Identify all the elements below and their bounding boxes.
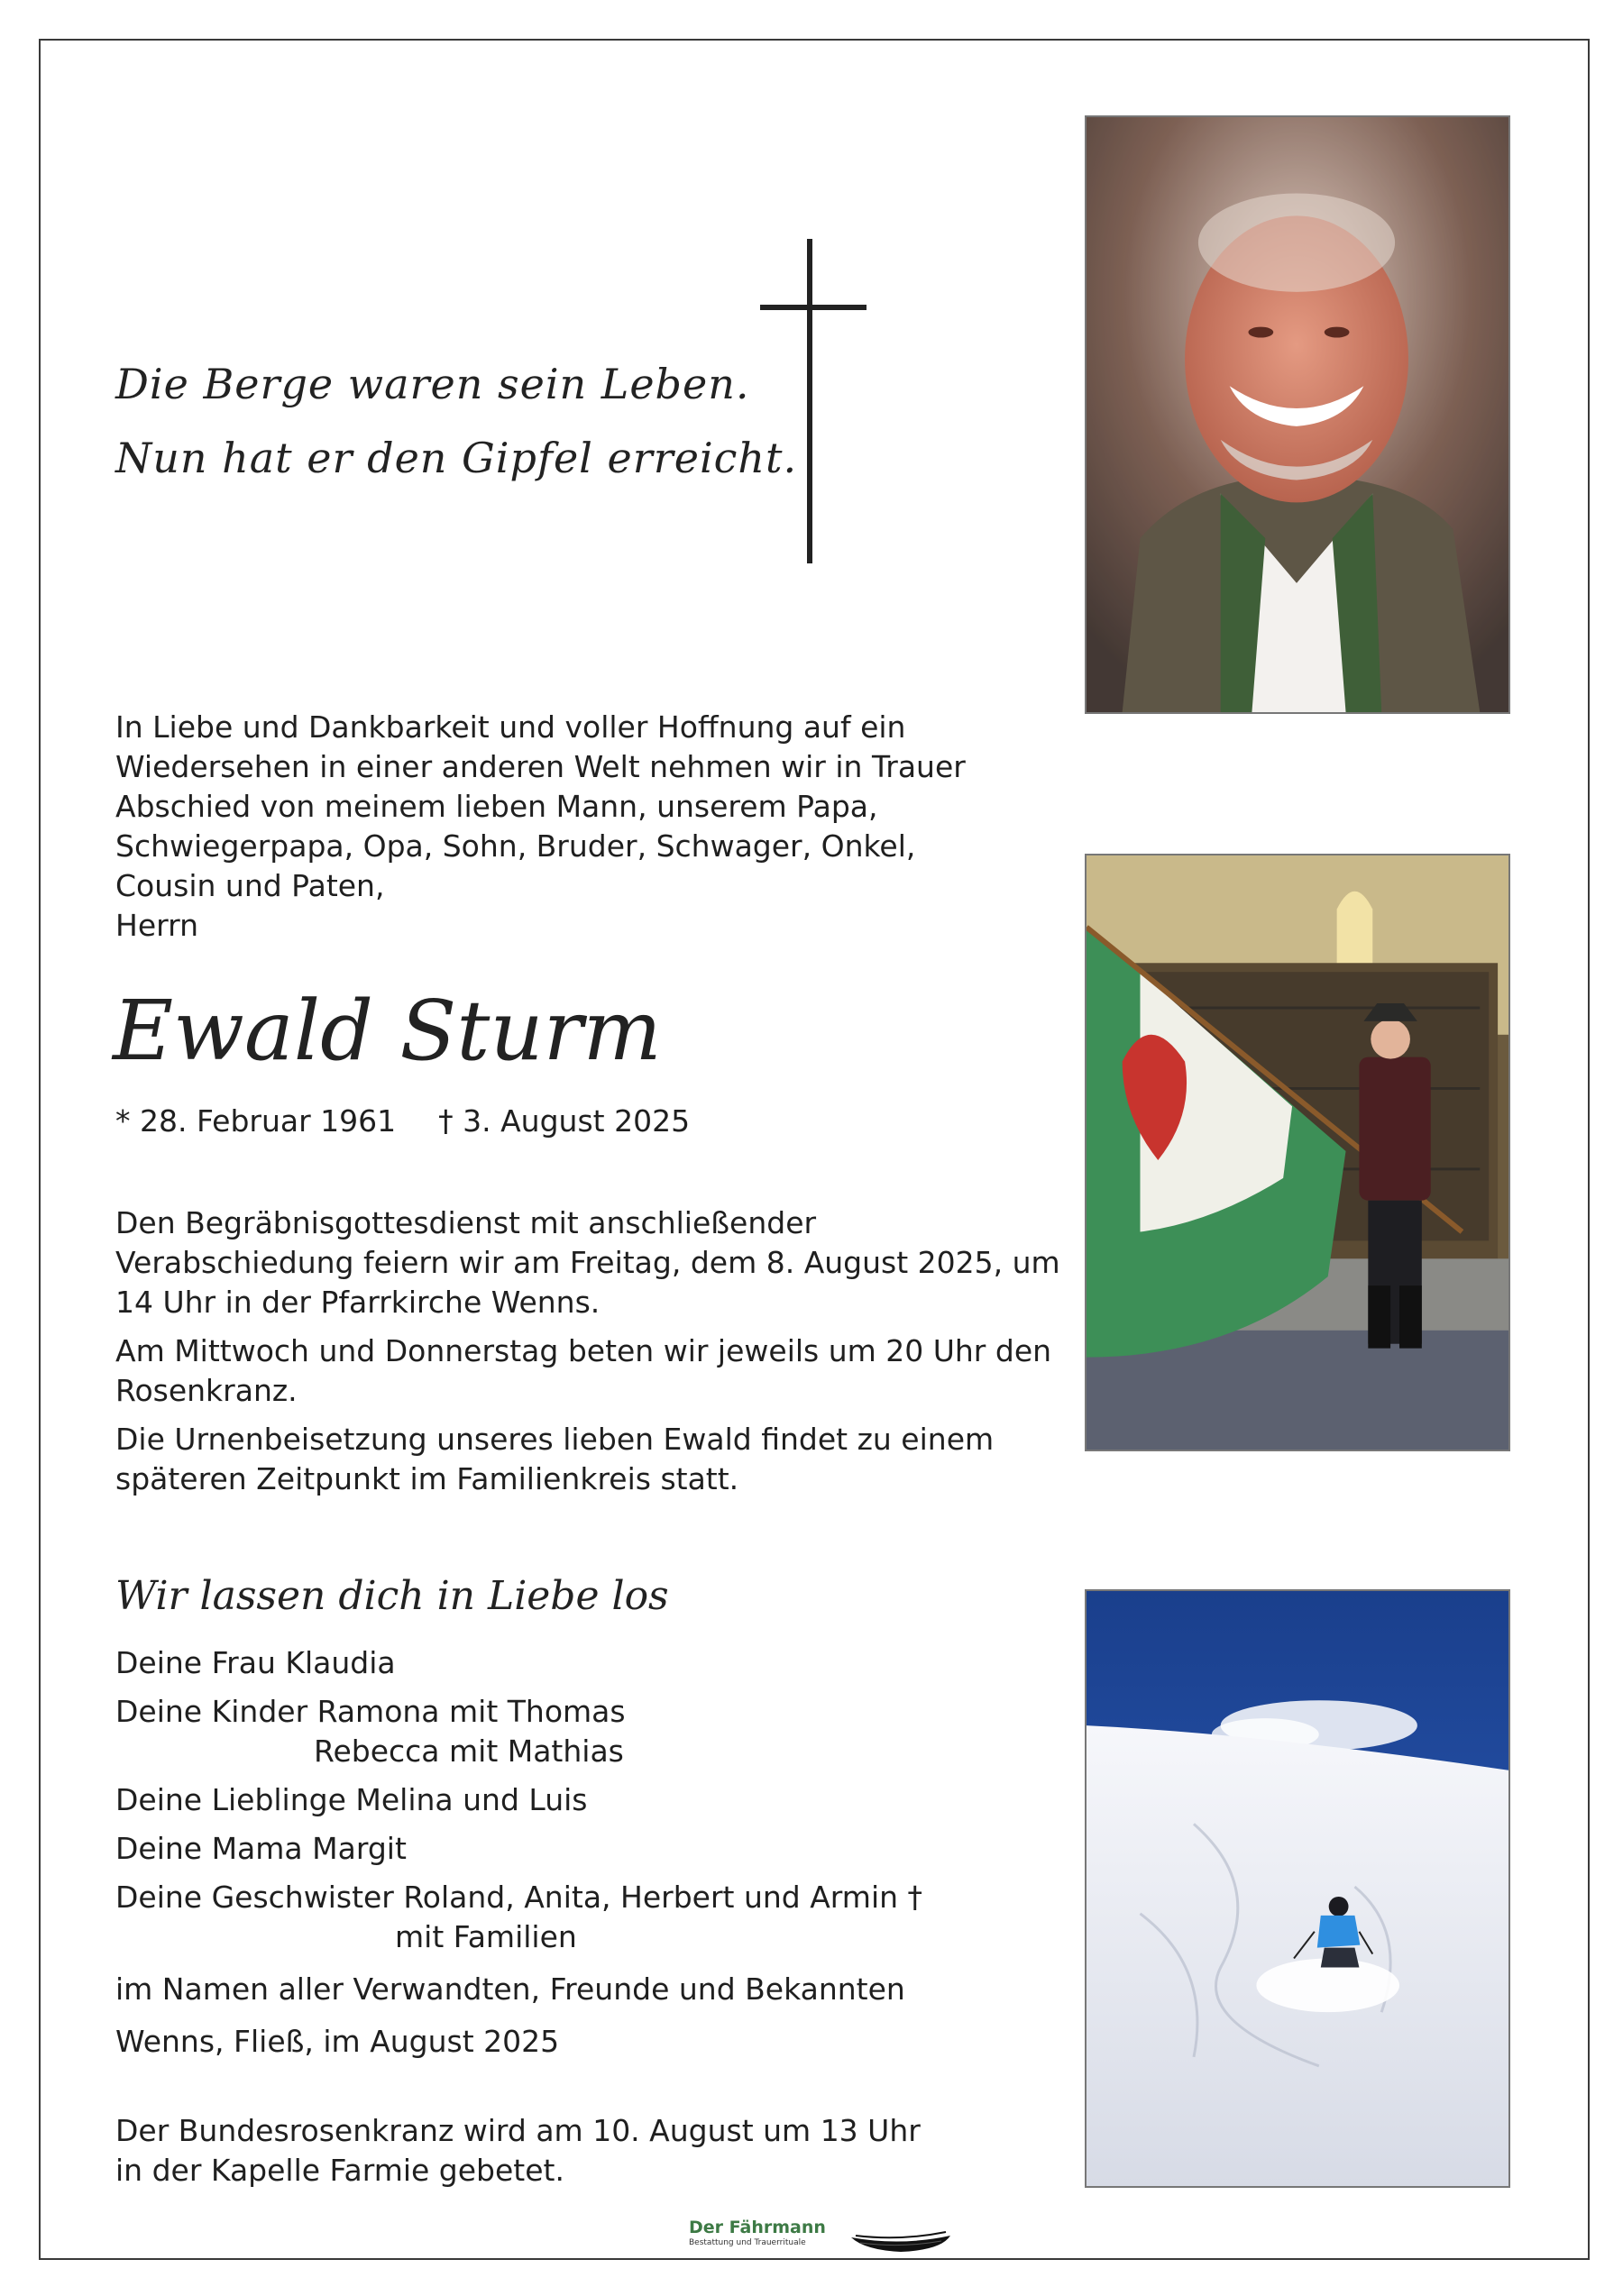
rosary-info <box>115 2111 921 2191</box>
family-list <box>115 1643 1017 2071</box>
service-info <box>115 1203 1062 1508</box>
portrait-image <box>1087 117 1508 712</box>
rosary-line: in der Kapelle Farmie gebetet. <box>115 2153 564 2188</box>
quote-line-2: Nun hat er den Gipfel erreicht. <box>115 434 798 482</box>
intro-line: Herrn <box>115 908 199 943</box>
farewell-heading: Wir lassen dich in Liebe los <box>115 1573 669 1619</box>
quote-line-1: Die Berge waren sein Leben. <box>115 360 750 408</box>
memorial-quote <box>115 347 797 495</box>
intro-line: In Liebe und Dankbarkeit und voller Hoffnung auf ein <box>115 709 906 745</box>
service-paragraph: Den Begräbnisgottesdienst mit anschließender Verabschiedung feiern wir am Freitag, dem 8. August 2025, um 14 Uhr in der Pfarrkirche Wenns. <box>115 1205 1060 1320</box>
flag-bearer-photo <box>1085 854 1510 1451</box>
cross-icon-bar <box>760 305 867 310</box>
place-date: Wenns, Fließ, im August 2025 <box>115 2024 560 2059</box>
family-wife: Deine Frau Klaudia <box>115 1645 396 1680</box>
flag-bearer-image <box>1087 855 1508 1450</box>
intro-line: Wiedersehen in einer anderen Welt nehmen wir in Trauer <box>115 749 966 784</box>
service-paragraph: Die Urnenbeisetzung unseres lieben Ewald findet zu einem späteren Zeitpunkt im Familienkreis statt. <box>115 1422 995 1496</box>
funeral-home-logo <box>689 2218 826 2247</box>
intro-line: Schwiegerpapa, Opa, Sohn, Bruder, Schwager, Onkel, <box>115 828 916 864</box>
logo-subtitle: Bestattung und Trauerrituale <box>689 2238 806 2247</box>
portrait-photo <box>1085 115 1510 714</box>
family-grandchildren: Deine Lieblinge Melina und Luis <box>115 1782 588 1817</box>
family-children: Deine Kinder Ramona mit Thomas <box>115 1694 626 1729</box>
intro-text <box>115 708 972 946</box>
family-relatives: im Namen aller Verwandten, Freunde und Bekannten <box>115 1971 905 2007</box>
life-dates <box>115 1102 690 1141</box>
intro-line: Abschied von meinem lieben Mann, unserem Papa, <box>115 789 878 824</box>
deceased-name: Ewald Sturm <box>113 983 662 1079</box>
skier-photo <box>1085 1589 1510 2188</box>
family-children-2: Rebecca mit Mathias <box>314 1733 624 1769</box>
logo-title: Der Fährmann <box>689 2218 826 2237</box>
death-date: † 3. August 2025 <box>438 1103 691 1139</box>
family-siblings-2: mit Familien <box>395 1919 577 1954</box>
birth-date: * 28. Februar 1961 <box>115 1103 397 1139</box>
family-siblings: Deine Geschwister Roland, Anita, Herbert und Armin † <box>115 1880 923 1915</box>
boat-icon <box>851 2227 950 2254</box>
family-mother: Deine Mama Margit <box>115 1831 407 1866</box>
cross-icon <box>807 239 812 563</box>
rosary-line: Der Bundesrosenkranz wird am 10. August um 13 Uhr <box>115 2113 921 2148</box>
service-paragraph: Am Mittwoch und Donnerstag beten wir jeweils um 20 Uhr den Rosenkranz. <box>115 1333 1052 1408</box>
intro-line: Cousin und Paten, <box>115 868 385 903</box>
skier-image <box>1087 1591 1508 2186</box>
